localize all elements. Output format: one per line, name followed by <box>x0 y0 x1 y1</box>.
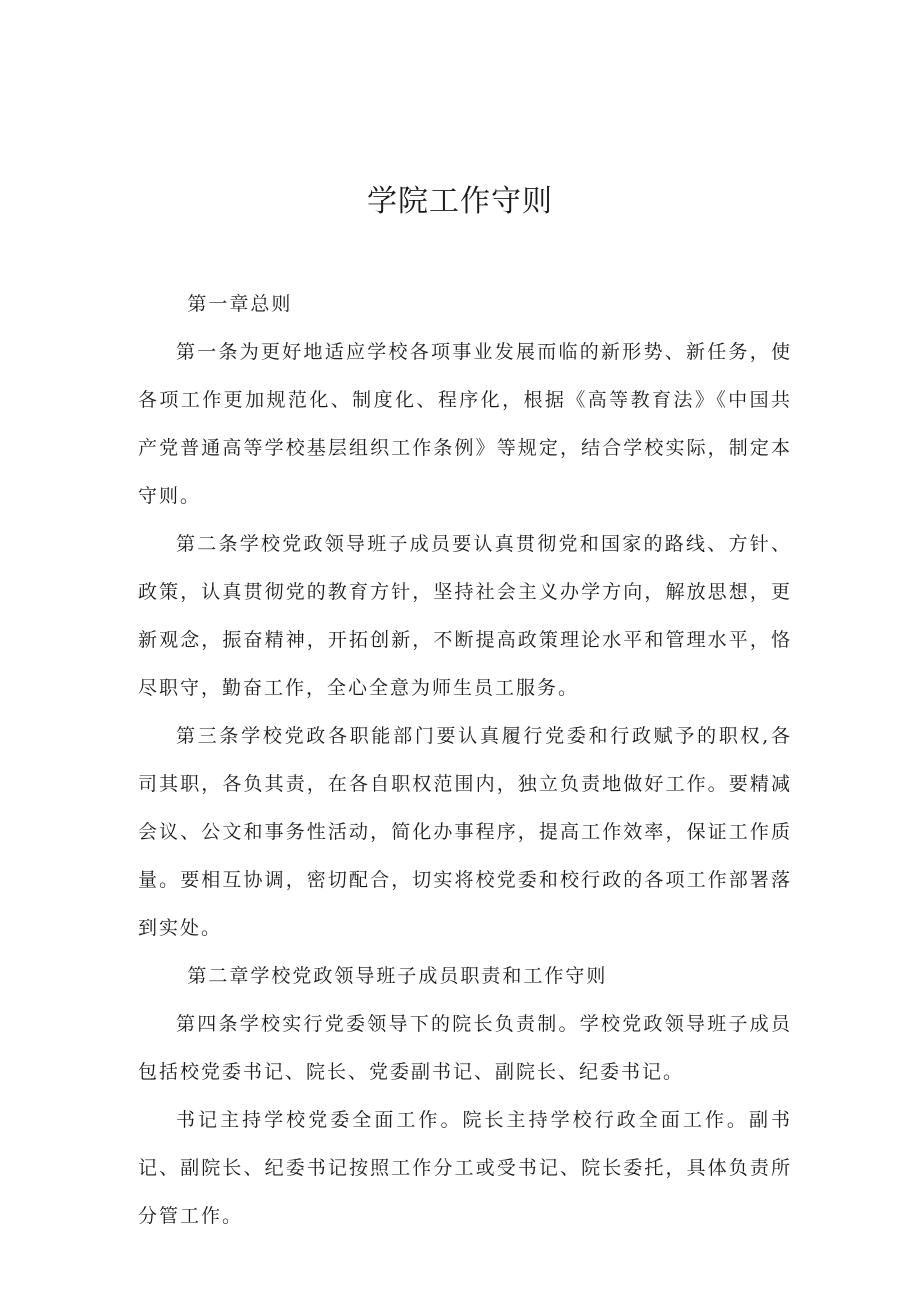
chapter-heading: 第二章学校党政领导班子成员职责和工作守则 <box>187 965 608 987</box>
document-body <box>138 280 792 1240</box>
article-paragraph: 第一条为更好地适应学校各项事业发展而临的新形势、新任务，使各项工作更加规范化、制度化、程序化，根据《高等教育法》《中国共产党普通高等学校基层组织工作条例》等规定，结合学校实际，制定本守则。 <box>138 341 792 507</box>
article-paragraph: 书记主持学校党委全面工作。院长主持学校行政全面工作。副书记、副院长、纪委书记按照工作分工或受书记、院长委托，具体负责所分管工作。 <box>138 1109 792 1227</box>
article-paragraph: 第四条学校实行党委领导下的院长负责制。学校党政领导班子成员包括校党委书记、院长、党委副书记、副院长、纪委书记。 <box>138 1013 792 1083</box>
document-title: 学院工作守则 <box>367 184 553 219</box>
article-paragraph: 第二条学校党政领导班子成员要认真贯彻党和国家的路线、方针、政策，认真贯彻党的教育方针，坚持社会主义办学方向，解放思想，更新观念，振奋精神，开拓创新，不断提高政策理论水平和管理水平，恪尽职守，勤奋工作，全心全意为师生员工服务。 <box>138 533 792 699</box>
chapter-heading: 第一章总则 <box>187 293 293 315</box>
article-paragraph: 第三条学校党政各职能部门要认真履行党委和行政赋予的职权,各司其职，各负其责，在各自职权范围内，独立负责地做好工作。要精减会议、公文和事务性活动，简化办事程序，提高工作效率，保证工作质量。要相互协调，密切配合，切实将校党委和校行政的各项工作部署落到实处。 <box>138 725 792 939</box>
